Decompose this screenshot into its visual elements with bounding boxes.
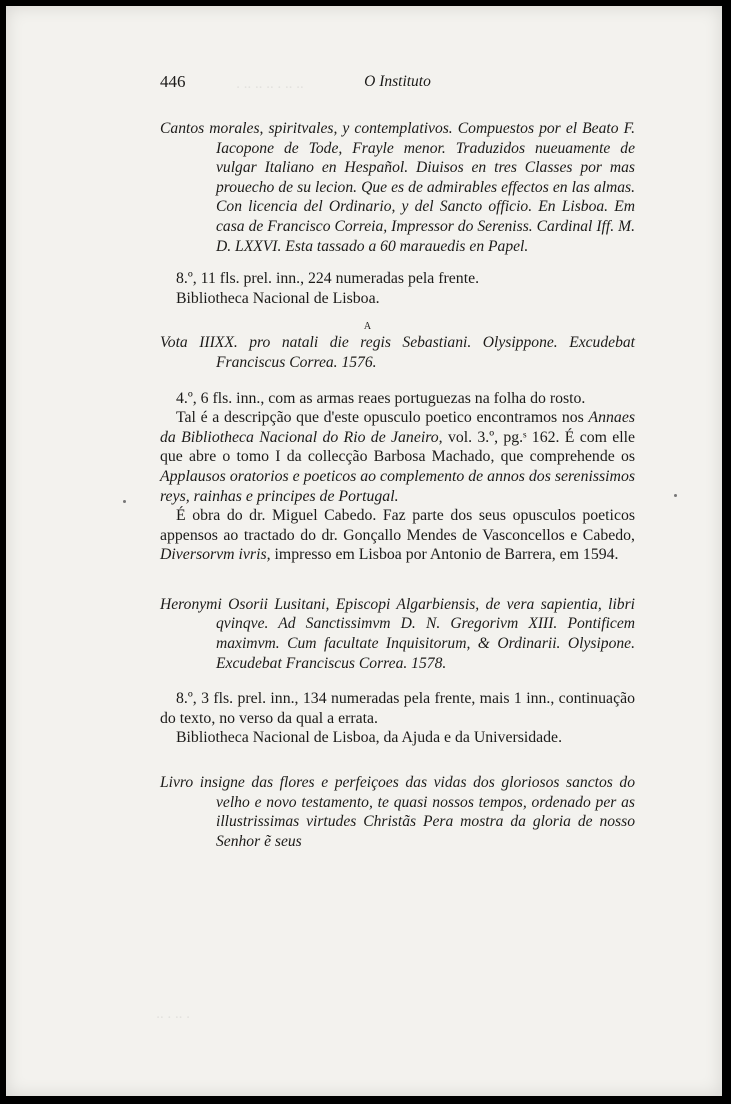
commentary-2-text-a: É obra do dr. Miguel Cabedo. Faz parte dos seus opusculos poeticos appensos ao tractado do dr. Gonçallo Mendes de Vasconcellos e Cabedo, — [160, 507, 635, 544]
holding-library-1: Bibliotheca Nacional de Lisboa. — [176, 289, 380, 307]
commentary-1-title-applausos: Applausos oratorios e poeticos ao complemento de annos dos serenissimos reys, rainhas e principes de Portugal. — [160, 467, 635, 505]
paper-speck — [674, 494, 677, 497]
physical-description-2: 4.º, 6 fls. inn., com as armas reaes portuguezas na folha do rosto. — [176, 389, 586, 407]
bibliographic-title-cantos-morales: Cantos morales, spiritvales, y contemplativos. Compuestos por el Beato F. Iacopone de Tode, Frayle menor. Traduzidos nueuamente de vulgar Italiano en Hespañol. Diuisos en tres Classes por mas prouecho de su lecion. Que es de admirables effectos en las almas. Con licencia del Ordinario, y del Sancto officio. En Lisboa. Em casa de Francisco Correia, Impressor do Sereniss. Cardinal Iff. M. D. LXXVI. Esta tassado a 60 marauedis en Papel. — [160, 120, 635, 255]
commentary-paragraph-1 — [160, 408, 635, 506]
page-number: 446 — [160, 72, 186, 91]
commentary-paragraph-2 — [160, 506, 635, 565]
accent-mark: A — [363, 321, 372, 333]
show-through-texture-lower: ·· · ·· · — [156, 1010, 190, 1026]
bibliographic-title-livro-insigne: Livro insigne das flores e perfeiçoes das vidas dos gloriosos sanctos do velho e novo testamento, te quasi nossos tempos, ordenado per as illustrissimas virtudes Christãs Pera mostra da gloria de nosso Senhor ẽ seus — [160, 774, 635, 850]
bibliographic-title-vota: Vota IIIXX. pro natali die regis Sebastiani. Olysippone. Excudebat Franciscus Correa. 1576. — [160, 334, 635, 371]
running-title: O Instituto — [364, 73, 431, 90]
book-page — [6, 6, 722, 1096]
commentary-2-text-c: impresso em Lisboa por Antonio de Barrera, em 1594. — [270, 546, 619, 564]
page-content — [160, 72, 635, 851]
bibliographic-title-heronymi-osorii: Heronymi Osorii Lusitani, Episcopi Algarbiensis, de vera sapientia, libri qvinqve. Ad Sanctissimvm D. N. Gregorivm XIII. Pontificem maximvm. Cum facultate Inquisitorum, & Ordinarii. Olysipone. Excudebat Franciscus Correa. 1578. — [160, 595, 635, 672]
commentary-1-text-c: vol. 3.º, pg.ˢ 162. É com elle que abre o tomo I da collecção Barbosa Machado, que comprehende os — [160, 428, 635, 466]
commentary-2-title-diversorum: Diversorvm ivris, — [160, 546, 271, 564]
show-through-texture: · ·· ·· ·· · ·· ·· — [236, 80, 304, 96]
physical-description-1: 8.º, 11 fls. prel. inn., 224 numeradas pela frente. — [176, 270, 480, 288]
holding-library-3: Bibliotheca Nacional de Lisboa, da Ajuda e da Universidade. — [176, 729, 563, 747]
paper-speck-left — [123, 500, 126, 503]
commentary-1-text-a: Tal é a descripção que d'este opusculo poetico encontramos nos — [176, 409, 589, 427]
physical-description-3: 8.º, 3 fls. prel. inn., 134 numeradas pela frente, mais 1 inn., continuação do texto, no verso da qual a errata. — [160, 690, 635, 727]
page-header — [160, 72, 635, 94]
commentary-1-title-annaes: Annaes da Bibliotheca Nacional do Rio de Janeiro, — [160, 409, 635, 446]
